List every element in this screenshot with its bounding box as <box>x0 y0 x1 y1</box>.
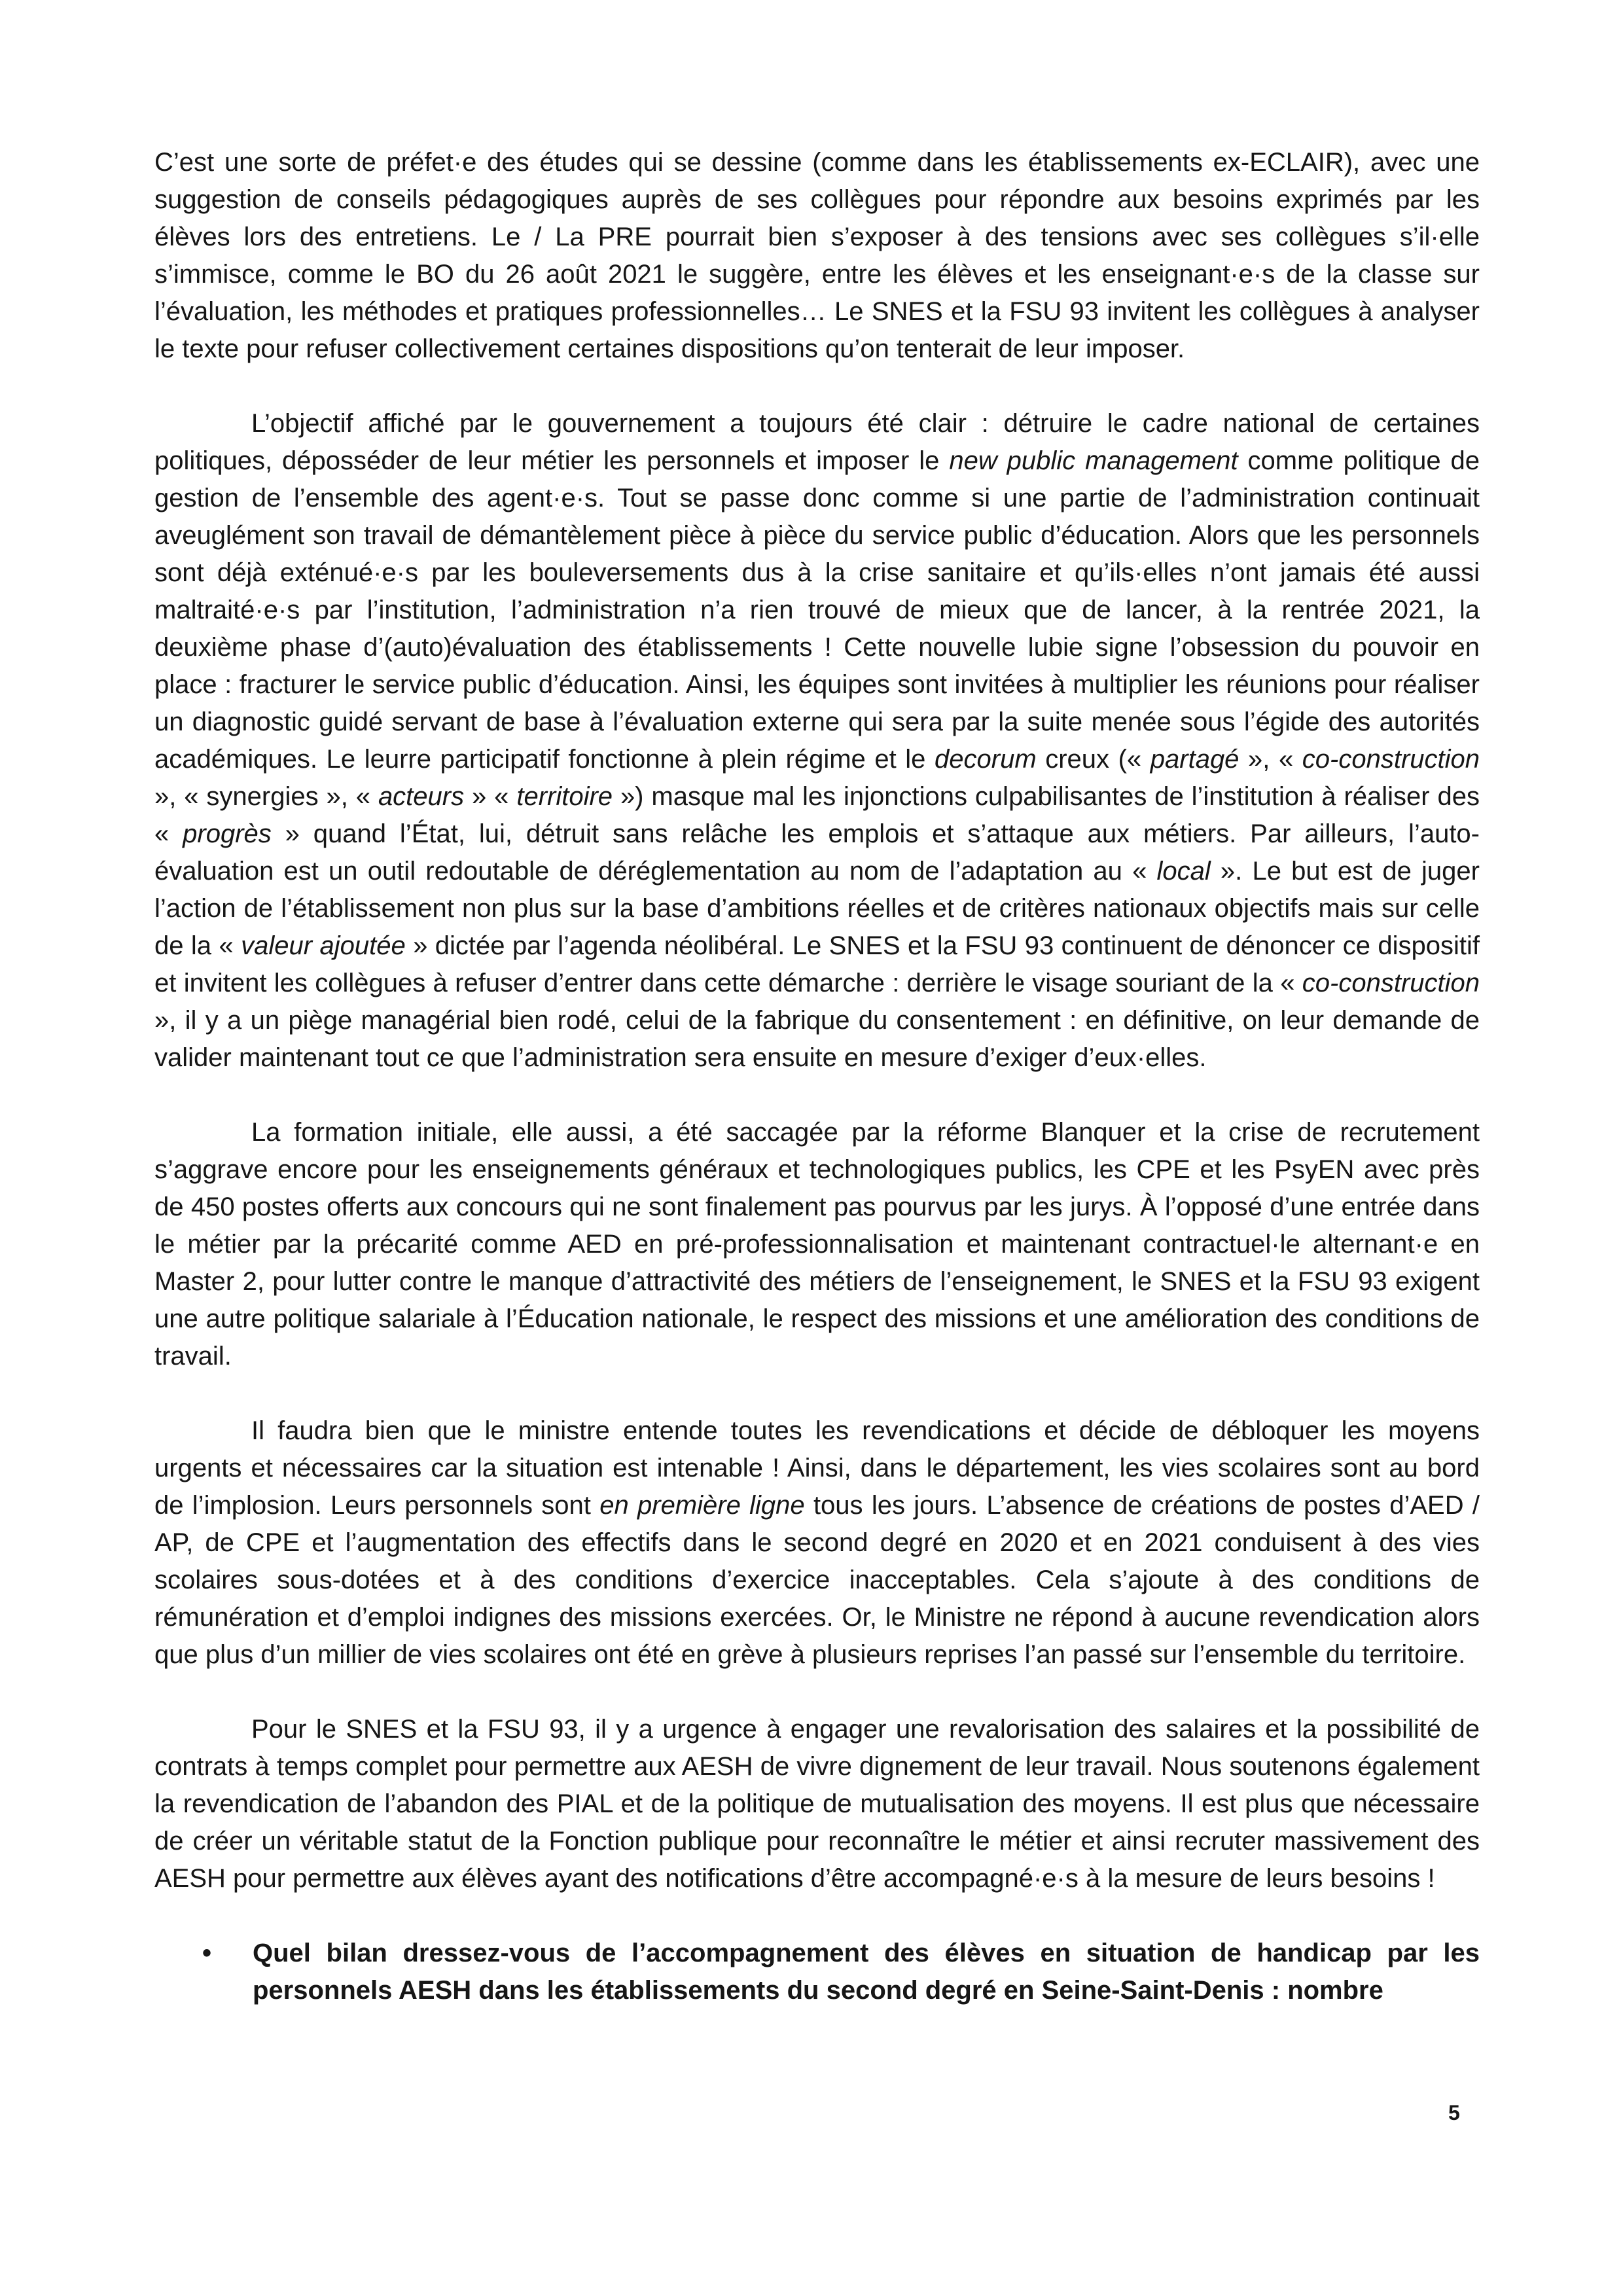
text-run: tous les jours. L’absence de créations de postes d’AED / AP, de CPE et l’augmentation des effectifs dans le second degré en 2020 et en 2021 conduisent à des vies scolaires sous-dotées et à des conditions d’exercice inacceptables. Cela s’ajoute à des conditions de rémunération et d’emploi indignes des missions exercées. Or, le Ministre ne répond à aucune revendication alors que plus d’un millier de vies scolaires ont été en grève à plusieurs reprises l’an passé sur l’ensemble du territoire. <box>154 1491 1480 1669</box>
text-run: », « <box>1239 745 1302 774</box>
text-run: » « <box>464 782 517 811</box>
italic-text-run: progrès <box>183 819 272 848</box>
text-run: ». Le but est de juger l’action de l’établissement non plus sur la base d’ambitions réelles et de critères nationaux objectifs mais sur celle de la « <box>154 857 1480 960</box>
italic-text-run: co-construction <box>1302 745 1480 774</box>
bullet-question-text: Quel bilan dressez-vous de l’accompagnement des élèves en situation de handicap par les personnels AESH dans les établissements du second degré en Seine-Saint-Denis : nombre <box>253 1939 1480 2005</box>
italic-text-run: en première ligne <box>599 1491 805 1520</box>
body-paragraph <box>154 405 1480 1077</box>
italic-text-run: decorum <box>935 745 1037 774</box>
italic-text-run: acteurs <box>378 782 465 811</box>
body-paragraph <box>154 1711 1480 1897</box>
text-run: ») masque mal les injonctions culpabilisantes de l’institution à réaliser des « <box>154 782 1480 848</box>
italic-text-run: local <box>1156 857 1211 886</box>
text-run: Il faudra bien que le ministre entende toutes les revendications et décide de débloquer les moyens urgents et nécessaires car la situation est intenable ! Ainsi, dans le département, les vies scolaires sont au bord de l’implosion. Leurs personnels sont <box>154 1416 1480 1520</box>
document-body <box>154 144 1480 2009</box>
body-paragraph <box>154 1412 1480 1674</box>
italic-text-run: new public management <box>949 446 1238 475</box>
text-run: L’objectif affiché par le gouvernement a toujours été clair : détruire le cadre national de certaines politiques, déposséder de leur métier les personnels et imposer le <box>154 409 1480 475</box>
text-run: creux (« <box>1036 745 1150 774</box>
italic-text-run: valeur ajoutée <box>241 931 406 960</box>
text-run: », il y a un piège managérial bien rodé, celui de la fabrique du consentement : en définitive, on leur demande de valider maintenant tout ce que l’administration sera ensuite en mesure d’exiger d’eux·elles. <box>154 1006 1480 1072</box>
text-run: La formation initiale, elle aussi, a été saccagée par la réforme Blanquer et la crise de recrutement s’aggrave encore pour les enseignements généraux et technologiques publics, les CPE et les PsyEN avec près de 450 postes offerts aux concours qui ne sont finalement pas pourvus par les jurys. À l’opposé d’une entrée dans le métier par la précarité comme AED en pré-professionnalisation et maintenant contractuel·le alternant·e en Master 2, pour lutter contre le manque d’attractivité des métiers de l’enseignement, le SNES et la FSU 93 exigent une autre politique salariale à l’Éducation nationale, le respect des missions et une amélioration des conditions de travail. <box>154 1118 1480 1371</box>
bullet-dot-icon: • <box>202 1939 212 1967</box>
text-run: » dictée par l’agenda néolibéral. Le SNES et la FSU 93 continuent de dénoncer ce dispositif et invitent les collègues à refuser d’entrer dans cette démarche : derrière le visage souriant de la « <box>154 931 1480 997</box>
page-number: 5 <box>1448 2101 1460 2125</box>
text-run: » quand l’État, lui, détruit sans relâche les emplois et s’attaque aux métiers. Par ailleurs, l’auto-évaluation est un outil redoutable de déréglementation au nom de l’adaptation au « <box>154 819 1480 886</box>
body-paragraph <box>154 144 1480 368</box>
italic-text-run: partagé <box>1150 745 1240 774</box>
text-run: comme politique de gestion de l’ensemble des agent·e·s. Tout se passe donc comme si une partie de l’administration continuait aveuglément son travail de démantèlement pièce à pièce du service public d’éducation. Alors que les personnels sont déjà exténué·e·s par les bouleversements dus à la crise sanitaire et qu’ils·elles n’ont jamais été aussi maltraité·e·s par l’institution, l’administration n’a rien trouvé de mieux que de lancer, à la rentrée 2021, la deuxième phase d’(auto)évaluation des établissements ! Cette nouvelle lubie signe l’obsession du pouvoir en place : fracturer le service public d’éducation. Ainsi, les équipes sont invitées à multiplier les réunions pour réaliser un diagnostic guidé servant de base à l’évaluation externe qui sera par la suite menée sous l’égide des autorités académiques. Le leurre participatif fonctionne à plein régime et le <box>154 446 1480 774</box>
italic-text-run: territoire <box>516 782 613 811</box>
text-run: », « synergies », « <box>154 782 378 811</box>
text-run: C’est une sorte de préfet·e des études qui se dessine (comme dans les établissements ex-ECLAIR), avec une suggestion de conseils pédagogiques auprès de ses collègues pour répondre aux besoins exprimés par les élèves lors des entretiens. Le / La PRE pourrait bien s’exposer à des tensions avec ses collègues s’il·elle s’immisce, comme le BO du 26 août 2021 le suggère, entre les élèves et les enseignant·e·s de la classe sur l’évaluation, les méthodes et pratiques professionnelles… Le SNES et la FSU 93 invitent les collègues à analyser le texte pour refuser collectivement certaines dispositions qu’on tenterait de leur imposer. <box>154 148 1480 363</box>
text-run: Pour le SNES et la FSU 93, il y a urgence à engager une revalorisation des salaires et la possibilité de contrats à temps complet pour permettre aux AESH de vivre dignement de leur travail. Nous soutenons également la revendication de l’abandon des PIAL et de la politique de mutualisation des moyens. Il est plus que nécessaire de créer un véritable statut de la Fonction publique pour reconnaître le métier et ainsi recruter massivement des AESH pour permettre aux élèves ayant des notifications d’être accompagné·e·s à la mesure de leurs besoins ! <box>154 1715 1480 1893</box>
italic-text-run: co-construction <box>1302 969 1480 997</box>
body-paragraph <box>154 1114 1480 1375</box>
paragraph-list <box>154 144 1480 1897</box>
bullet-question <box>154 1935 1480 2009</box>
